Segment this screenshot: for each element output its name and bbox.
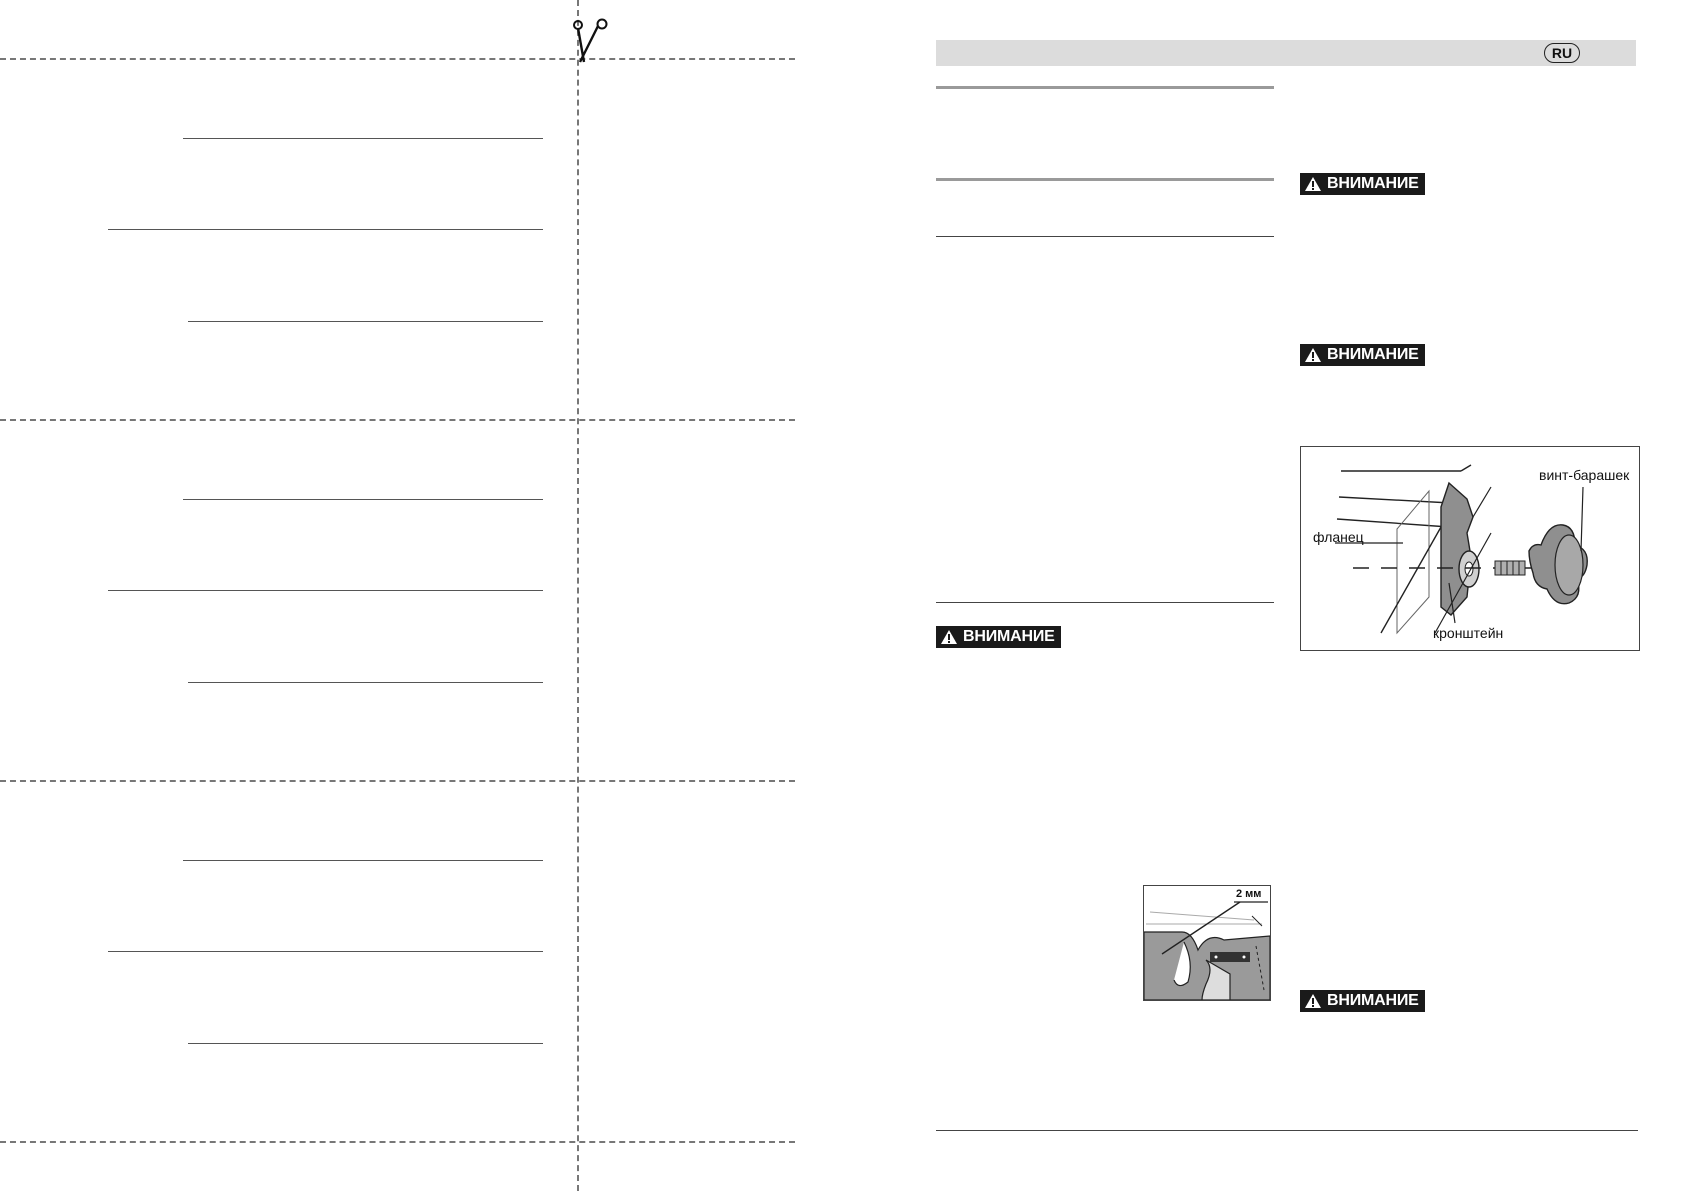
warning-text: ВНИМАНИЕ	[1327, 346, 1419, 363]
form-line	[183, 138, 543, 139]
cut-line	[0, 419, 795, 421]
language-badge: RU	[1544, 43, 1580, 63]
cut-line	[0, 780, 795, 782]
form-line	[108, 951, 543, 952]
page-header-bar	[936, 40, 1636, 66]
cut-line	[0, 1141, 795, 1143]
blade-gap-drawing	[1144, 886, 1270, 1000]
warning-triangle-icon	[1304, 347, 1322, 363]
warning-label	[1300, 173, 1425, 195]
form-line	[188, 1043, 543, 1044]
warning-triangle-icon	[1304, 176, 1322, 192]
knob-bracket-figure	[1300, 446, 1640, 651]
footer-rule	[936, 1130, 1638, 1131]
warning-label	[1300, 344, 1425, 366]
section-rule	[936, 86, 1274, 89]
gap-label: 2 мм	[1236, 888, 1262, 900]
warning-label	[1300, 990, 1425, 1012]
form-line	[188, 321, 543, 322]
form-line	[183, 499, 543, 500]
form-line	[108, 590, 543, 591]
warning-text: ВНИМАНИЕ	[1327, 175, 1419, 192]
warning-label	[936, 626, 1061, 648]
scissors-icon	[572, 18, 614, 64]
warning-triangle-icon	[1304, 993, 1322, 1009]
section-rule	[936, 602, 1274, 603]
blade-gap-figure	[1143, 885, 1271, 1001]
wing-screw-label: винт-барашек	[1539, 467, 1630, 483]
warning-text: ВНИМАНИЕ	[963, 628, 1055, 645]
section-rule	[936, 236, 1274, 237]
warning-text: ВНИМАНИЕ	[1327, 992, 1419, 1009]
section-rule	[936, 178, 1274, 181]
bracket-label: кронштейн	[1433, 625, 1504, 641]
flange-label: фланец	[1313, 529, 1364, 545]
form-line	[108, 229, 543, 230]
form-line	[188, 682, 543, 683]
form-line	[183, 860, 543, 861]
warning-triangle-icon	[940, 629, 958, 645]
cut-line	[0, 58, 795, 60]
cut-line-vertical	[577, 0, 579, 1191]
